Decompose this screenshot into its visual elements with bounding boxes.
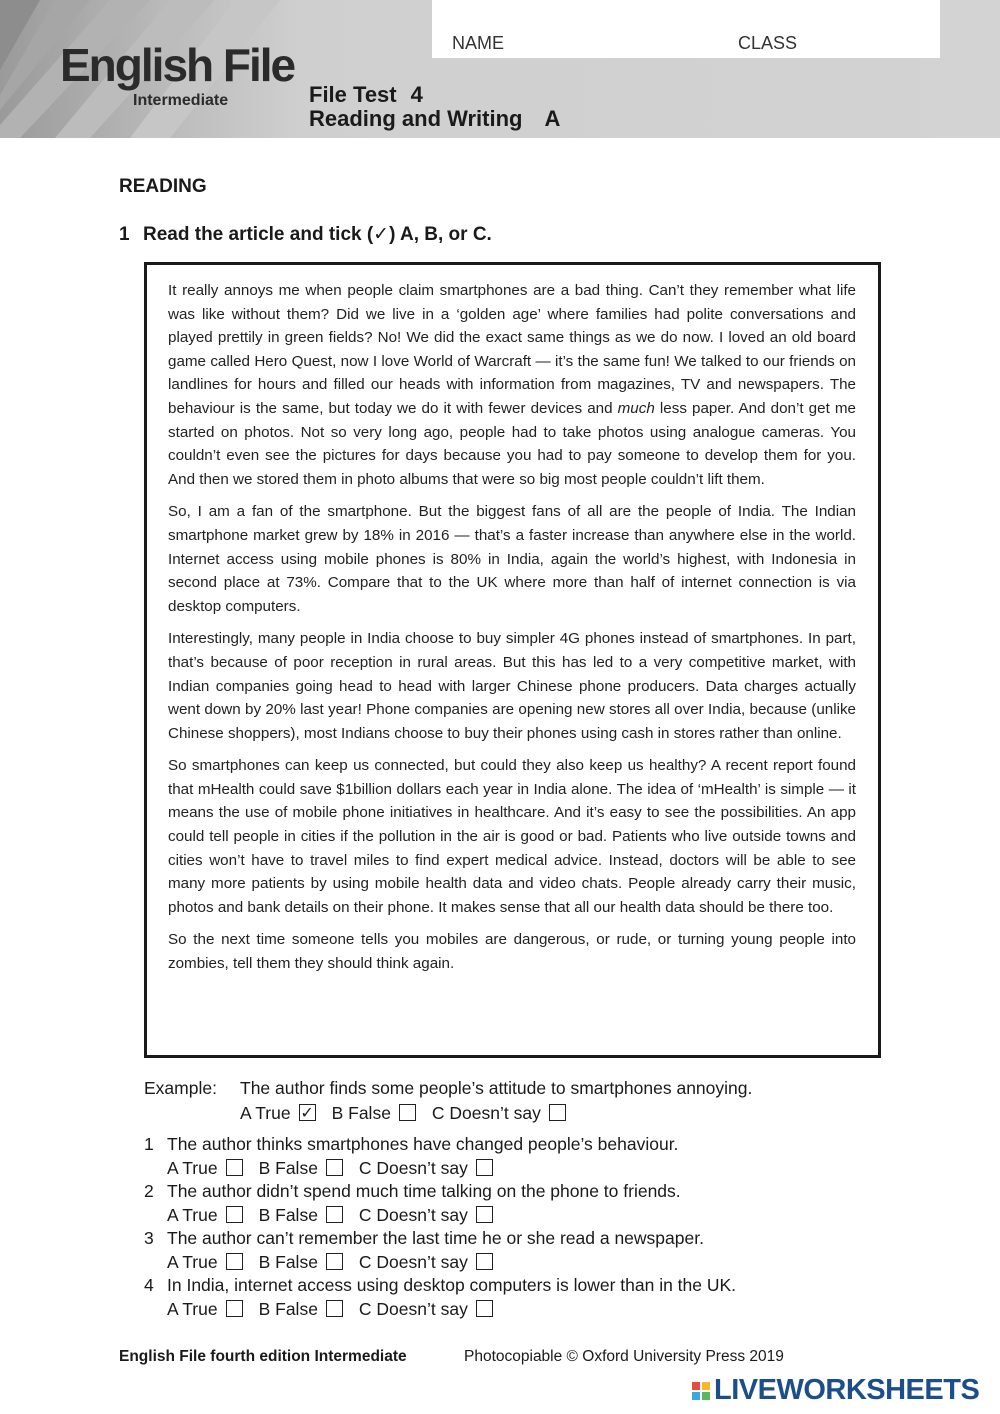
test-title bbox=[309, 83, 423, 107]
article-paragraph: So, I am a fan of the smartphone. But the biggest fans of all are the people of India. The Indian smartphone market grew by 18% in 2016 — that’s a faster increase than anywhere else in the world. Internet access using mobile phones is 80% in India, again the world’s highest, with Indonesia in second place at 73%. Compare that to the UK where more than half of internet connection is via desktop computers. bbox=[168, 503, 856, 615]
liveworksheets-brand: LIVEWORKSHEETS bbox=[714, 1374, 980, 1406]
question-text: The author didn’t spend much time talking on the phone to friends. bbox=[167, 1181, 681, 1201]
question-options bbox=[167, 1157, 493, 1179]
option-a-label: A True bbox=[167, 1298, 218, 1319]
test-subtitle bbox=[309, 107, 560, 131]
question-text: In India, internet access using desktop computers is lower than in the UK. bbox=[167, 1275, 737, 1295]
test-version: A bbox=[544, 106, 561, 131]
test-title-text: File Test bbox=[309, 82, 397, 107]
example-label: Example: bbox=[144, 1078, 217, 1098]
question-row bbox=[144, 1181, 681, 1202]
option-b-label: B False bbox=[258, 1157, 318, 1178]
question-number: 3 bbox=[144, 1228, 154, 1248]
option-b-label: B False bbox=[258, 1251, 318, 1272]
option-b-label: B False bbox=[258, 1204, 318, 1225]
example-checkbox-b[interactable] bbox=[399, 1104, 416, 1121]
class-label: CLASS bbox=[738, 33, 798, 53]
question-row bbox=[144, 1228, 704, 1249]
q2-checkbox-a[interactable] bbox=[226, 1206, 243, 1223]
option-c-label: C Doesn’t say bbox=[358, 1251, 468, 1272]
example-options bbox=[240, 1102, 566, 1124]
footer-edition: English File fourth edition Intermediate bbox=[119, 1348, 407, 1365]
section-heading: READING bbox=[119, 176, 207, 197]
instruction-text: Read the article and tick (✓) A, B, or C. bbox=[143, 224, 492, 245]
question-options bbox=[167, 1251, 493, 1273]
article-paragraph: So the next time someone tells you mobiles are dangerous, or rude, or turning young people into zombies, tell them they should think again. bbox=[168, 931, 856, 973]
liveworksheets-icon bbox=[692, 1382, 710, 1400]
example-text: The author finds some people’s attitude to smartphones annoying. bbox=[240, 1078, 753, 1098]
name-label: NAME bbox=[452, 33, 505, 53]
name-class-box bbox=[432, 0, 940, 58]
q1-checkbox-b[interactable] bbox=[326, 1159, 343, 1176]
q4-checkbox-c[interactable] bbox=[476, 1300, 493, 1317]
question-number: 1 bbox=[144, 1134, 154, 1154]
question-number: 2 bbox=[144, 1181, 154, 1201]
q1-checkbox-c[interactable] bbox=[476, 1159, 493, 1176]
question-row bbox=[144, 1134, 678, 1155]
test-subtitle-text: Reading and Writing bbox=[309, 106, 523, 131]
article-text: less paper. And don’t get me started on photos. Not so very long ago, people had to take photos using analogue cameras. You couldn’t even see the pictures for days because you had to pay someone to develop them for you. And then we stored them in photo albums that were so big most people couldn’t lift them. bbox=[168, 399, 856, 488]
option-a-label: A True bbox=[167, 1251, 218, 1272]
q4-checkbox-a[interactable] bbox=[226, 1300, 243, 1317]
question-row bbox=[144, 1275, 736, 1296]
article-paragraph bbox=[168, 279, 856, 491]
test-number: 4 bbox=[410, 82, 423, 107]
logo-subtitle: Intermediate bbox=[133, 92, 229, 109]
option-b-label: B False bbox=[331, 1102, 391, 1123]
article-paragraph: So smartphones can keep us connected, but could they also keep us healthy? A recent report found that mHealth could save $1billion dollars each year in India alone. The idea of ‘mHealth’ is simple — it means the use of mobile phone initiatives in healthcare. And it’s easy to see the possibilities. An app could tell people in cities if the pollution in the air is good or bad. Patients who live outside towns and cities won’t have to travel miles to find expert medical advice. Instead, doctors will be able to see many more patients by using mobile health data and video chats. People already carry their music, photos and bank details on their phone. It makes sense that all our health data should be there too. bbox=[168, 757, 856, 916]
article-box bbox=[144, 262, 881, 1058]
question-text: The author can’t remember the last time he or she read a newspaper. bbox=[167, 1228, 704, 1248]
q2-checkbox-b[interactable] bbox=[326, 1206, 343, 1223]
q1-checkbox-a[interactable] bbox=[226, 1159, 243, 1176]
article-text: It really annoys me when people claim smartphones are a bad thing. Can’t they remember what life was like without them? Did we live in a ‘golden age’ where families had polite conversations and played prettily in green fields? No! We did the exact same things as we do now. I loved an old board game called Hero Quest, now I love World of Warcraft — it’s the same fun! We talked to our friends on landlines for hours and filled our heads with information from magazines, TV and newspapers. The behaviour is the same, but today we do it with fewer devices and bbox=[168, 282, 856, 417]
option-a-label: A True bbox=[167, 1204, 218, 1225]
instruction-number: 1 bbox=[119, 224, 130, 245]
q3-checkbox-b[interactable] bbox=[326, 1253, 343, 1270]
article-emphasis: much bbox=[617, 399, 655, 417]
option-c-label: C Doesn’t say bbox=[358, 1204, 468, 1225]
question-number: 4 bbox=[144, 1275, 154, 1295]
logo-title: English File bbox=[60, 39, 295, 91]
article-paragraph: Interestingly, many people in India choose to buy simpler 4G phones instead of smartphones. In part, that’s because of poor reception in rural areas. But this has led to a very competitive market, with Indian companies going head to head with larger Chinese phone producers. Data charges actually went down by 20% last year! Phone companies are opening new stores all over India, because (unlike Chinese shoppers), most Indians choose to buy their phones using cash in stores rather than online. bbox=[168, 630, 856, 742]
example-checkbox-c[interactable] bbox=[549, 1104, 566, 1121]
question-options bbox=[167, 1298, 493, 1320]
option-c-label: C Doesn’t say bbox=[358, 1157, 468, 1178]
q3-checkbox-a[interactable] bbox=[226, 1253, 243, 1270]
question-text: The author thinks smartphones have changed people’s behaviour. bbox=[167, 1134, 679, 1154]
q2-checkbox-c[interactable] bbox=[476, 1206, 493, 1223]
question-options bbox=[167, 1204, 493, 1226]
liveworksheets-logo[interactable] bbox=[692, 1374, 979, 1407]
footer-copyright: Photocopiable © Oxford University Press 2019 bbox=[464, 1348, 784, 1365]
example-checkbox-a[interactable]: ✓ bbox=[300, 1104, 314, 1122]
q3-checkbox-c[interactable] bbox=[476, 1253, 493, 1270]
example-row bbox=[144, 1078, 752, 1099]
header-band bbox=[0, 0, 1000, 138]
option-c-label: C Doesn’t say bbox=[358, 1298, 468, 1319]
option-a-label: A True bbox=[167, 1157, 218, 1178]
option-a-label: A True bbox=[240, 1102, 291, 1123]
instruction bbox=[119, 223, 492, 246]
option-b-label: B False bbox=[258, 1298, 318, 1319]
q4-checkbox-b[interactable] bbox=[326, 1300, 343, 1317]
option-c-label: C Doesn’t say bbox=[431, 1102, 541, 1123]
